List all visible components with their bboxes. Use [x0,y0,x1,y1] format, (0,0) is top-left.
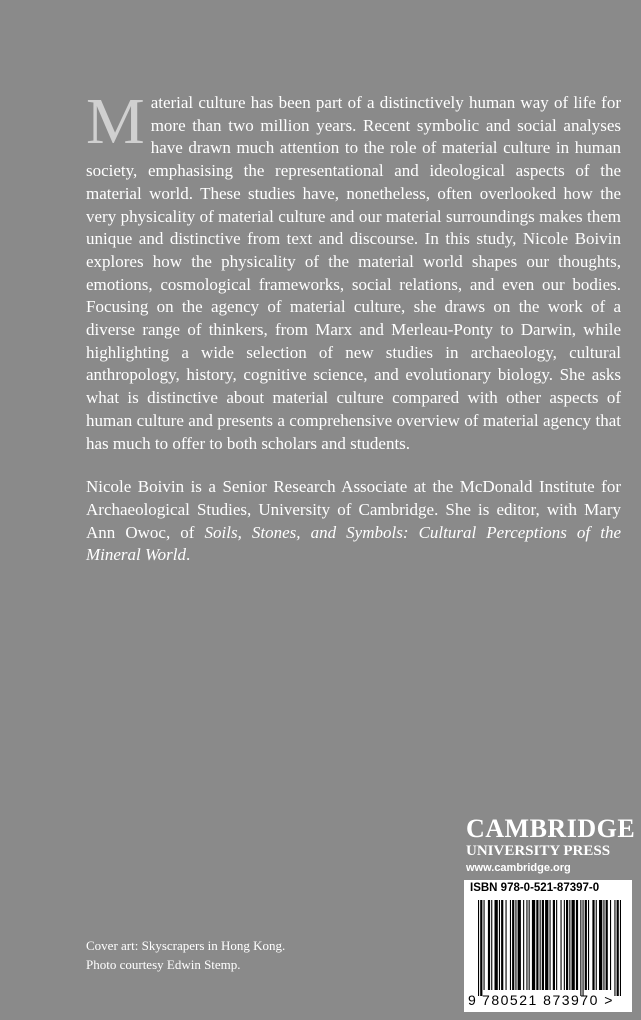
barcode-bar [592,900,594,990]
barcode-bar [564,900,565,990]
barcode-bar [561,900,562,990]
drop-cap: M [86,85,145,158]
barcode-first-digit: 9 [468,992,476,1008]
barcode-digits: 780521 873970 > [482,992,614,1008]
barcode-bar [606,900,608,990]
barcode-bar [495,900,498,990]
description-text: aterial culture has been part of a distinctively human way of life for more than two million years. Recent symbolic and social analyses have drawn much attention to the role of material culture in human society, emphasising the representational and ideological aspects of the material world. These studies have, nonetheless, often overlooked how the very physicality of material culture and our material surroundings makes them unique and distinctive from text and discourse. In this study, Nicole Boivin explores how the physicality of the material world shapes our thoughts, emotions, cosmological frameworks, social relations, and even our bodies. Focusing on the agency of material culture, she draws on the work of a diverse range of thinkers, from Marx and Merleau-Ponty to Darwin, while highlighting a wide selection of new studies in archaeology, cultural anthropology, history, cognitive science, and evolutionary biology. She asks what is distinctive about material culture compared with other aspects of human culture and presents a comprehensive overview of material agency that has much to offer to both scholars and students. [86,93,621,453]
barcode-bar [553,900,555,990]
isbn-label: ISBN 978-0-521-87397-0 [470,882,600,894]
publisher-subtitle: UNIVERSITY PRESS [466,843,611,859]
author-bio-end: . [185,545,191,565]
barcode-bar [550,900,551,990]
barcode-bar [532,900,535,990]
publisher-name: CAMBRIDGE [466,814,636,843]
barcode-bar [580,900,581,996]
publisher-logo [466,816,636,876]
barcode-bar [620,900,621,996]
related-book-title: Soils, Stones, and Symbols: Cultural Perceptions of the Mineral World [86,522,621,565]
publisher-url: www.cambridge.org [466,862,571,874]
barcode-bar [491,900,492,990]
barcode-bar [499,900,500,990]
barcode-bar [515,900,516,990]
barcode-bar [545,900,548,990]
barcode-bar [542,900,544,990]
barcode-bar [526,900,527,990]
barcode-bar [599,900,602,990]
barcode-bar [523,900,524,990]
barcode-bar [603,900,604,990]
author-bio-text: Nicole Boivin is a Senior Research Associate at the McDonald Institute for Archaeological Studies, University of Cambridge. She is editor, with Mary Ann Owoc, of [86,477,621,542]
cover-art-credit [86,936,285,974]
barcode-bar [518,900,521,990]
barcode-bar [556,900,557,990]
barcode-bar [540,900,541,990]
back-cover-blurb [86,85,621,567]
barcode-bar [566,900,568,990]
cover-credit-line-1: Cover art: Skyscrapers in Hong Kong. [86,938,286,953]
barcode-bar [506,900,507,990]
barcode-bar [512,900,514,990]
author-bio [86,476,621,567]
barcode-bar [569,900,570,990]
barcode-bar [583,900,584,996]
barcode-bar [536,900,538,990]
barcode-bar [585,900,587,990]
description-paragraph [86,85,621,455]
barcode-bar [572,900,575,990]
barcode-bar [510,900,511,990]
cover-credit-line-2: Photo courtesy Edwin Stemp. [86,957,241,972]
barcode-bar [596,900,597,990]
isbn-barcode [464,880,632,1012]
barcode-bar [610,900,611,990]
barcode-bar [501,900,503,990]
barcode-bar [480,900,482,996]
barcode-bar [484,900,485,990]
barcode-bar [617,900,619,996]
barcode-bar [488,900,490,990]
barcode-bar [529,900,530,990]
barcode-bar [478,900,479,996]
barcode-bar [614,900,615,996]
barcode-bar [576,900,578,990]
barcode-bar [588,900,589,990]
